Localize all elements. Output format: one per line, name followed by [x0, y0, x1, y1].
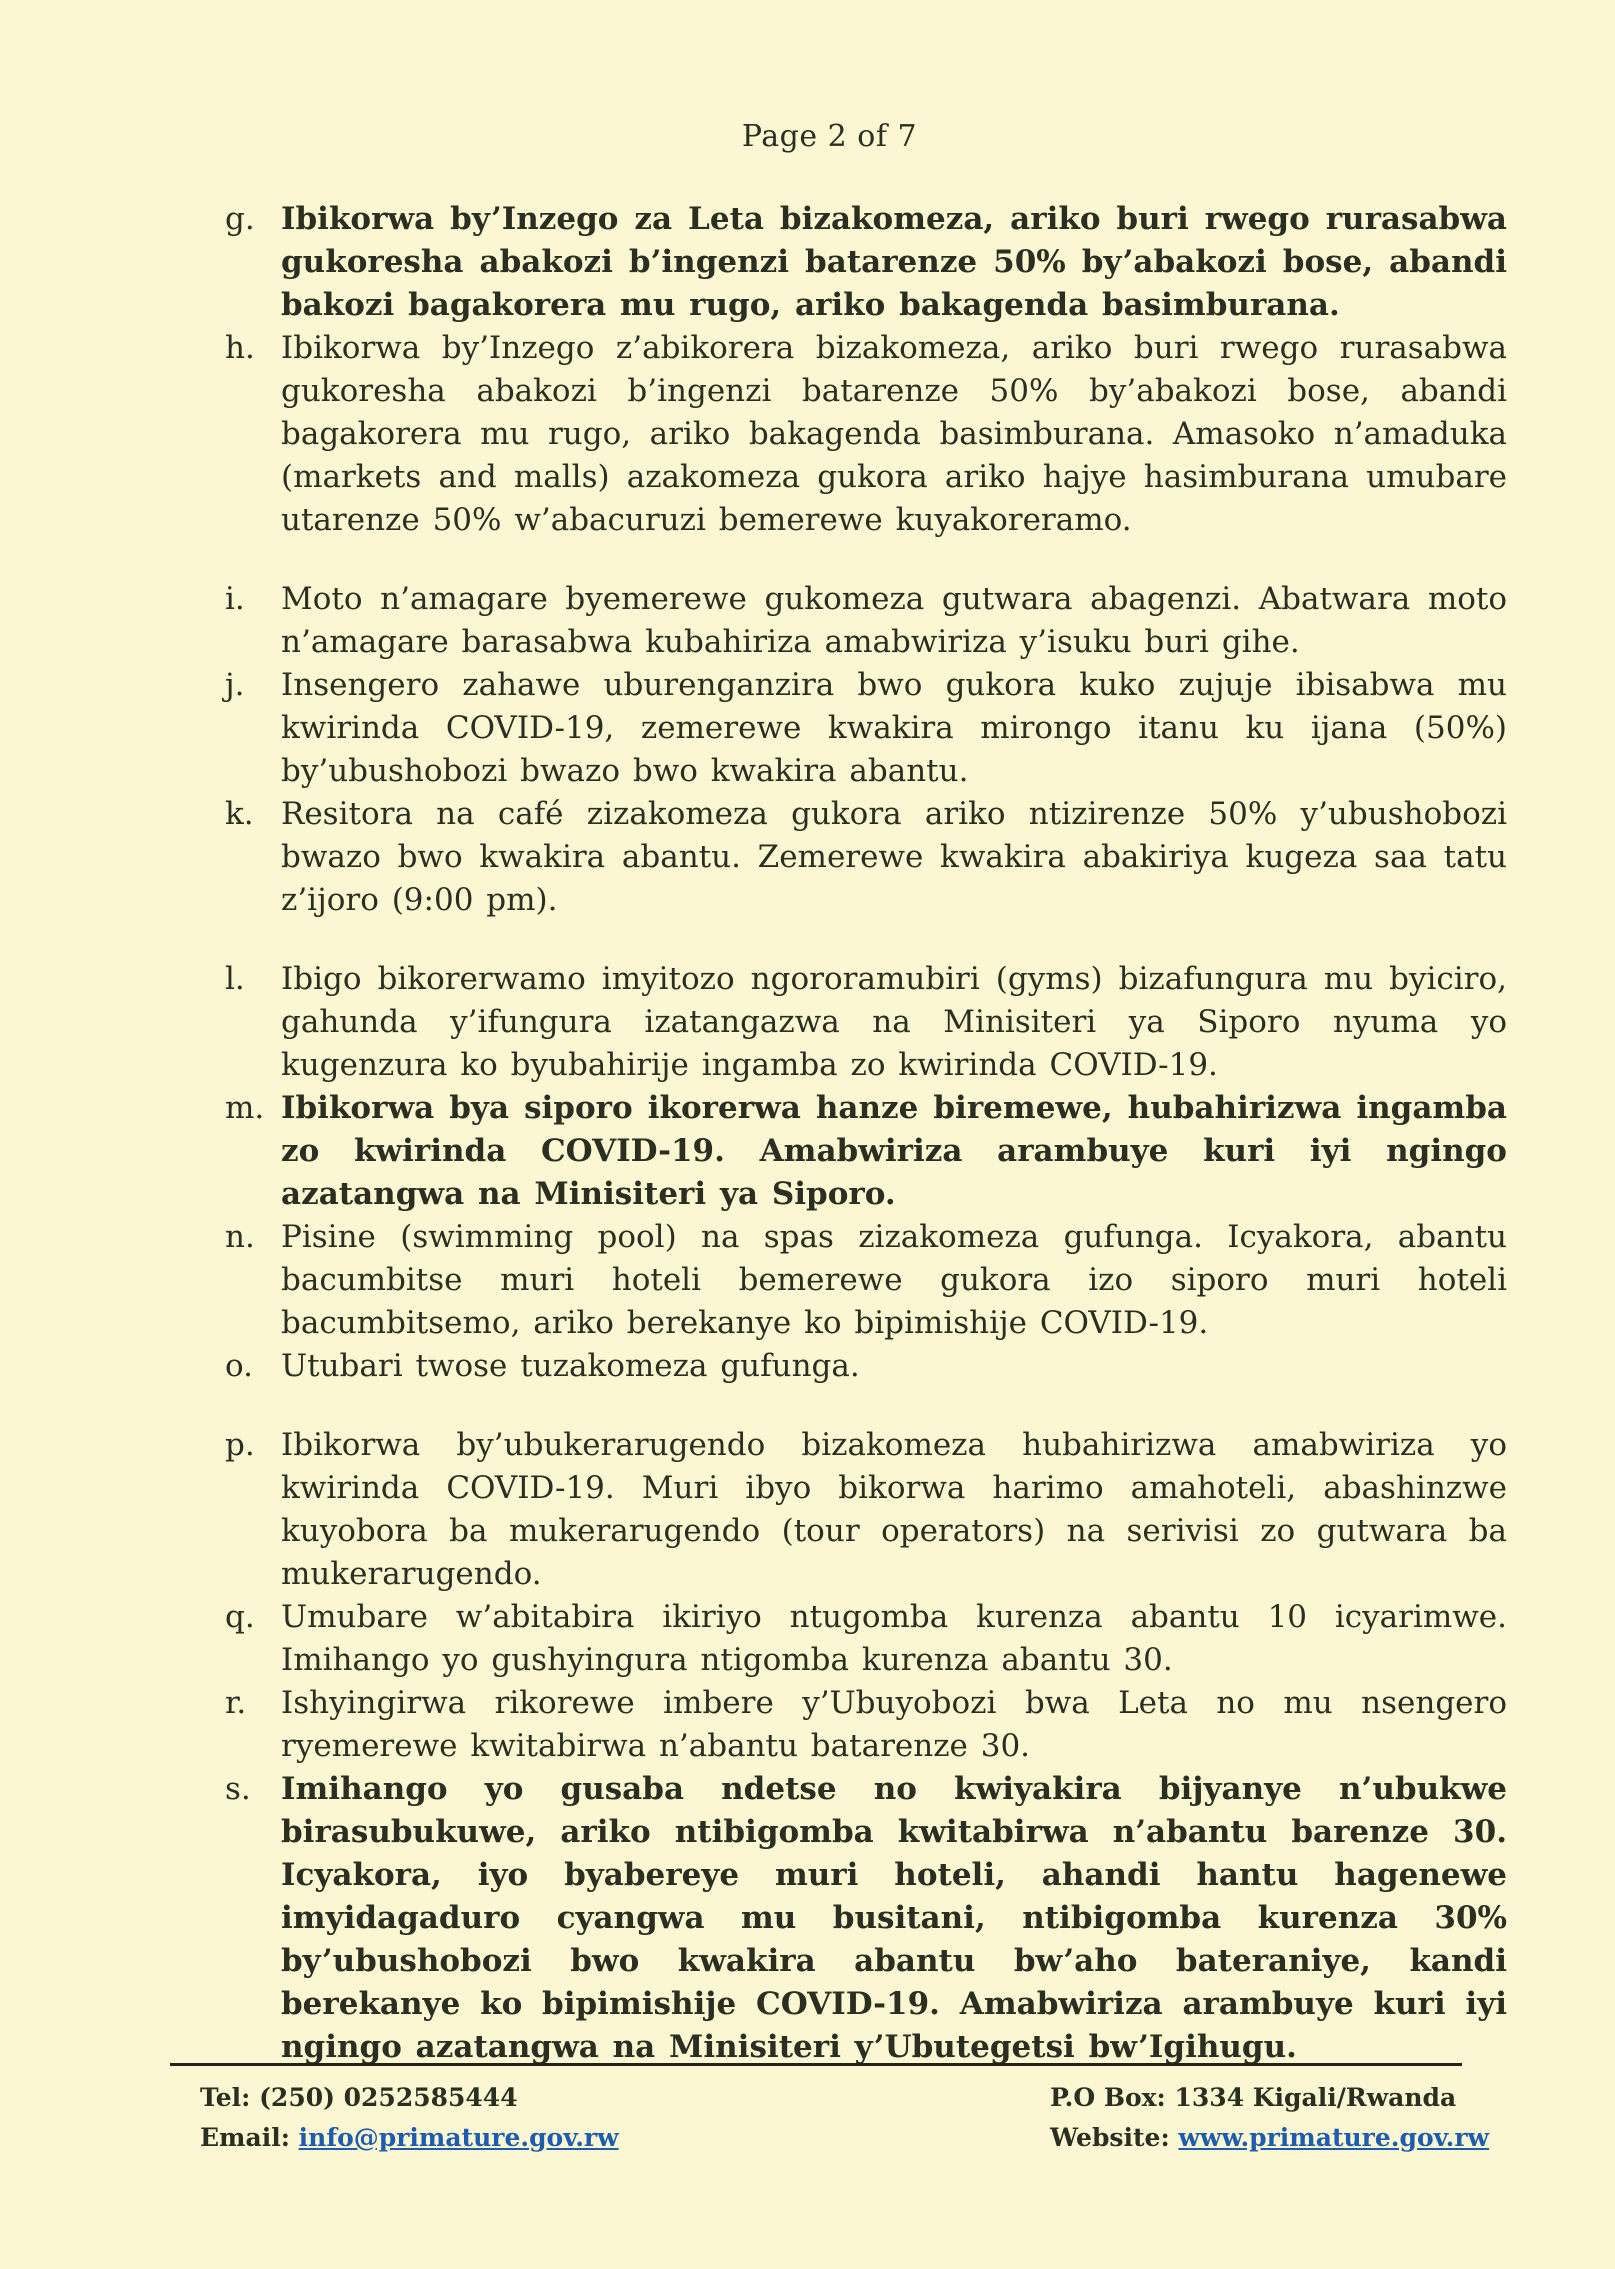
item-text: Pisine (swimming pool) na spas zizakomeza gufunga. Icyakora, abantu bacumbitse muri hoteli bemerewe gukora izo siporo muri hoteli bacumbitsemo, ariko berekanye ko bipimishije COVID-19. [281, 1219, 1507, 1341]
footer-tel [200, 2078, 1050, 2118]
item-letter: m. [225, 1090, 265, 1126]
item-letter: p. [225, 1427, 255, 1463]
footer-email [200, 2118, 1050, 2158]
item-text: Ishyingirwa rikorewe imbere y’Ubuyobozi bwa Leta no mu nsengero ryemerewe kwitabirwa n’abantu batarenze 30. [281, 1685, 1507, 1764]
item-letter: g. [225, 201, 255, 237]
item-text: Resitora na café zizakomeza gukora ariko ntizirenze 50% y’ubushobozi bwazo bwo kwakira abantu. Zemerewe kwakira abakiriya kugeza saa tatu z’ijoro (9:00 pm). [281, 796, 1507, 918]
list-item [225, 793, 1507, 922]
tel-label: Tel: [200, 2083, 251, 2112]
item-letter: s. [225, 1771, 251, 1807]
item-text: Ibikorwa by’Inzego za Leta bizakomeza, ariko buri rwego rurasabwa gukoresha abakozi b’ingenzi batarenze 50% by’abakozi bose, abandi bakozi bagakorera mu rugo, ariko bakagenda basimburana. [281, 201, 1507, 323]
item-letter: o. [225, 1348, 253, 1384]
item-text: Moto n’amagare byemerewe gukomeza gutwara abagenzi. Abatwara moto n’amagare barasabwa kubahiriza amabwiriza y’isuku buri gihe. [281, 581, 1507, 660]
item-text: Imihango yo gusaba ndetse no kwiyakira bijyanye n’ubukwe birasubukuwe, ariko ntibigomba kwitabirwa n’abantu barenze 30. Icyakora, iyo byabereye muri hoteli, ahandi hantu hagenewe imyidagaduro cyangwa mu busitani, ntibigomba kurenza 30% by’ubushobozi bwo kwakira abantu bw’aho bateraniye, kandi berekanye ko bipimishije COVID-19. Amabwiriza arambuye kuri iyi ngingo azatangwa na Minisiteri y’Ubutegetsi bw’Igihugu. [281, 1771, 1507, 2065]
list-item [225, 1216, 1507, 1345]
item-letter: n. [225, 1219, 255, 1255]
page-footer [170, 2063, 1490, 2158]
regulation-list [225, 198, 1507, 2069]
item-letter: l. [225, 961, 245, 997]
list-item [225, 1424, 1507, 1596]
item-text: Ibikorwa by’ubukerarugendo bizakomeza hubahirizwa amabwiriza yo kwirinda COVID-19. Muri ibyo bikorwa harimo amahoteli, abashinzwe kuyobora ba mukerarugendo (tour operators) na serivisi zo gutwara ba mukerarugendo. [281, 1427, 1507, 1592]
item-letter: r. [225, 1685, 247, 1721]
list-item [225, 1087, 1507, 1216]
list-item [225, 1682, 1507, 1768]
footer-website [1050, 2118, 1489, 2158]
item-text: Umubare w’abitabira ikiriyo ntugomba kurenza abantu 10 icyarimwe. Imihango yo gushyingura ntigomba kurenza abantu 30. [281, 1599, 1507, 1678]
website-label: Website: [1050, 2123, 1170, 2152]
email-link[interactable]: info@primature.gov.rw [298, 2123, 619, 2152]
tel-value: (250) 0252585444 [259, 2083, 518, 2112]
email-label: Email: [200, 2123, 290, 2152]
footer-pobox [1050, 2078, 1489, 2118]
list-item [225, 1345, 1507, 1388]
item-letter: i. [225, 581, 245, 617]
list-item [225, 198, 1507, 327]
item-text: Ibikorwa by’Inzego z’abikorera bizakomeza, ariko buri rwego rurasabwa gukoresha abakozi b’ingenzi batarenze 50% by’abakozi bose, abandi bagakorera mu rugo, ariko bakagenda basimburana. Amasoko n’amaduka (markets and malls) azakomeza gukora ariko hajye hasimburana umubare utarenze 50% w’abacuruzi bemerewe kuyakoreramo. [281, 330, 1507, 538]
item-text: Ibikorwa bya siporo ikorerwa hanze biremewe, hubahirizwa ingamba zo kwirinda COVID-19. Amabwiriza arambuye kuri iyi ngingo azatangwa na Minisiteri ya Siporo. [281, 1090, 1507, 1212]
list-item [225, 1596, 1507, 1682]
list-item [225, 1768, 1507, 2069]
pobox-value: 1334 Kigali/Rwanda [1174, 2083, 1457, 2112]
website-link[interactable]: www.primature.gov.rw [1178, 2123, 1490, 2152]
item-text: Utubari twose tuzakomeza gufunga. [281, 1348, 860, 1384]
list-item [225, 664, 1507, 793]
item-letter: h. [225, 330, 255, 366]
item-letter: k. [225, 796, 254, 832]
page-number-label: Page 2 of 7 [741, 119, 918, 154]
item-text: Insengero zahawe uburenganzira bwo gukora kuko zujuje ibisabwa mu kwirinda COVID-19, zemerewe kwakira mirongo itanu ku ijana (50%) by’ubushobozi bwazo bwo kwakira abantu. [281, 667, 1507, 789]
list-item [225, 578, 1507, 664]
item-text: Ibigo bikorerwamo imyitozo ngororamubiri (gyms) bizafungura mu byiciro, gahunda y’ifungura izatangazwa na Minisiteri ya Siporo nyuma yo kugenzura ko byubahirije ingamba zo kwirinda COVID-19. [281, 961, 1507, 1083]
pobox-label: P.O Box: [1050, 2083, 1166, 2112]
list-item [225, 958, 1507, 1087]
item-letter: q. [225, 1599, 255, 1635]
item-letter: j. [225, 667, 245, 703]
list-item [225, 327, 1507, 542]
